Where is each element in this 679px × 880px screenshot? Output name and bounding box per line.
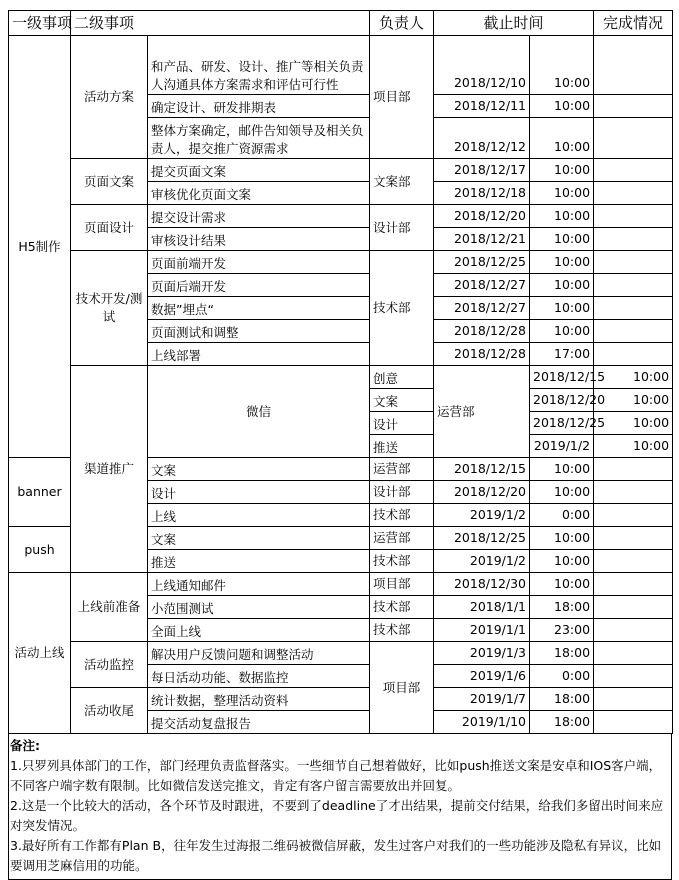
table-row [9,366,673,389]
table-row [9,159,673,182]
time-cell: 10:00 [530,481,594,504]
time-cell: 10:00 [530,458,594,481]
status-cell [594,688,673,711]
status-cell [594,274,673,297]
level2-pre-launch: 上线前准备 [71,573,148,642]
note-item: 3.最好所有工作都有Plan B，往年发生过海报二维码被微信屏蔽，发生过客户对我们的一些功能涉及隐私有异议，比如要调用芝麻信用的功能。 [10,838,662,873]
status-cell [594,550,673,573]
level2-page-design: 页面设计 [71,205,148,251]
table-row [9,688,673,711]
header-level2: 二级事项 [71,11,370,36]
owner-cell: 设计部 [370,481,434,504]
date-cell: 2018/12/20 [434,481,530,504]
date-cell: 2018/12/28 [434,343,530,366]
time-cell: 10:00 [530,297,594,320]
time-cell: 10:00 [530,527,594,550]
level1-h5: H5制作 [9,36,71,458]
task-cell: 和产品、研发、设计、推广等相关负责人沟通具体方案需求和评估可行性 [148,36,370,95]
task-cell: 上线 [148,504,370,527]
table-row [9,205,673,228]
date-cell: 2019/1/2 [434,550,530,573]
notes-title: 备注: [10,738,40,753]
header-row [9,11,673,36]
date-cell: 2018/12/20 [434,205,530,228]
time-cell: 10:00 [594,366,673,389]
owner-cell: 技术部 [370,619,434,642]
date-cell: 2018/12/15 [434,458,530,481]
owner-cell: 技术部 [370,504,434,527]
level2-monitor: 活动监控 [71,642,148,688]
note-item: 2.这是一个比较大的活动，各个环节及时跟进，不要到了deadline了才出结果，提前交付结果，给我们多留出时间来应对突发情况。 [10,798,664,833]
level1-launch: 活动上线 [9,573,71,734]
time-cell: 10:00 [530,251,594,274]
date-cell: 2018/12/18 [434,182,530,205]
time-cell: 10:00 [530,182,594,205]
level1-channel: 渠道推广 [71,366,148,573]
date-cell: 2018/12/28 [434,320,530,343]
task-cell: 确定设计、研发排期表 [148,95,370,118]
status-cell [594,481,673,504]
owner-cell: 运营部 [434,366,530,458]
time-cell: 10:00 [530,320,594,343]
date-cell: 2018/12/17 [434,159,530,182]
date-cell: 2018/12/21 [434,228,530,251]
status-cell [594,527,673,550]
status-cell [594,343,673,366]
task-cell: 提交设计需求 [148,205,370,228]
time-cell: 10:00 [530,573,594,596]
level2-banner: banner [9,458,71,527]
status-cell [594,504,673,527]
time-cell: 0:00 [530,665,594,688]
owner-cell: 技术部 [370,550,434,573]
date-cell: 2018/12/25 [434,251,530,274]
table-row [9,251,673,274]
task-cell: 页面后端开发 [148,274,370,297]
date-cell: 2019/1/2 [530,435,594,458]
task-cell: 整体方案确定，邮件告知领导及相关负责人，提交推广资源需求 [148,118,370,159]
date-cell: 2018/12/11 [434,95,530,118]
time-cell: 10:00 [594,389,673,412]
status-cell [594,320,673,343]
table-row [9,573,673,596]
date-cell: 2018/12/30 [434,573,530,596]
owner-cell: 项目部 [370,36,434,159]
status-cell [594,297,673,320]
time-cell: 10:00 [530,274,594,297]
task-cell: 创意 [370,366,434,389]
level2-tech-dev: 技术开发/测试 [71,251,148,366]
status-cell [594,205,673,228]
task-cell: 设计 [370,412,434,435]
time-cell: 18:00 [530,642,594,665]
status-cell [594,642,673,665]
date-cell: 2019/1/6 [434,665,530,688]
header-level1: 一级事项 [9,11,71,36]
date-cell: 2018/12/25 [530,412,594,435]
date-cell: 2018/12/27 [434,274,530,297]
level2-wechat: 微信 [148,366,370,458]
table-row [9,642,673,665]
level2-activity-plan: 活动方案 [71,36,148,159]
task-cell: 提交活动复盘报告 [148,711,370,734]
status-cell [594,251,673,274]
task-cell: 数据”埋点“ [148,297,370,320]
owner-cell: 项目部 [370,642,434,734]
status-cell [594,36,673,95]
table-row [9,36,673,95]
status-cell [594,458,673,481]
task-cell: 上线部署 [148,343,370,366]
owner-cell: 文案部 [370,159,434,205]
task-cell: 审核优化页面文案 [148,182,370,205]
note-item: 1.只罗列具体部门的工作，部门经理负责监督落实。一些细节自己想着做好，比如push推送文案是安卓和IOS客户端，不同客户端字数有限制。比如微信发送完推文，肯定有客户留言需要放出并回复。 [10,758,662,793]
date-cell: 2018/12/12 [434,118,530,159]
date-cell: 2018/12/10 [434,36,530,95]
level2-wrapup: 活动收尾 [71,688,148,734]
task-cell: 全面上线 [148,619,370,642]
status-cell [594,95,673,118]
status-cell [594,573,673,596]
time-cell: 10:00 [594,412,673,435]
task-cell: 文案 [370,389,434,412]
time-cell: 18:00 [530,688,594,711]
date-cell: 2018/12/25 [434,527,530,550]
time-cell: 10:00 [530,36,594,95]
task-cell: 提交页面文案 [148,159,370,182]
time-cell: 10:00 [530,118,594,159]
date-cell: 2019/1/2 [434,504,530,527]
owner-cell: 技术部 [370,251,434,366]
status-cell [594,228,673,251]
status-cell [594,159,673,182]
date-cell: 2018/12/27 [434,297,530,320]
task-cell: 统计数据，整理活动资料 [148,688,370,711]
schedule-sheet [8,10,672,880]
status-cell [594,118,673,159]
status-cell [594,596,673,619]
time-cell: 17:00 [530,343,594,366]
date-cell: 2018/1/1 [434,596,530,619]
date-cell: 2019/1/3 [434,642,530,665]
status-cell [594,665,673,688]
task-cell: 推送 [370,435,434,458]
time-cell: 10:00 [530,95,594,118]
task-cell: 解决用户反馈问题和调整活动 [148,642,370,665]
time-cell: 23:00 [530,619,594,642]
time-cell: 10:00 [594,435,673,458]
task-cell: 页面测试和调整 [148,320,370,343]
level2-push: push [9,527,71,573]
date-cell: 2019/1/10 [434,711,530,734]
level2-page-copy: 页面文案 [71,159,148,205]
time-cell: 10:00 [530,205,594,228]
task-cell: 页面前端开发 [148,251,370,274]
task-cell: 小范围测试 [148,596,370,619]
owner-cell: 运营部 [370,458,434,481]
status-cell [594,182,673,205]
status-cell [594,619,673,642]
schedule-table [8,10,673,734]
time-cell: 10:00 [530,228,594,251]
task-cell: 文案 [148,458,370,481]
time-cell: 18:00 [530,596,594,619]
status-cell [594,711,673,734]
task-cell: 文案 [148,527,370,550]
date-cell: 2018/12/20 [530,389,594,412]
task-cell: 审核设计结果 [148,228,370,251]
task-cell: 上线通知邮件 [148,573,370,596]
header-deadline: 截止时间 [434,11,594,36]
owner-cell: 设计部 [370,205,434,251]
time-cell: 10:00 [530,550,594,573]
task-cell: 推送 [148,550,370,573]
owner-cell: 技术部 [370,596,434,619]
owner-cell: 运营部 [370,527,434,550]
date-cell: 2019/1/1 [434,619,530,642]
header-status: 完成情况 [594,11,673,36]
task-cell: 设计 [148,481,370,504]
owner-cell: 项目部 [370,573,434,596]
task-cell: 每日活动功能、数据监控 [148,665,370,688]
date-cell: 2018/12/15 [530,366,594,389]
header-owner: 负责人 [370,11,434,36]
time-cell: 0:00 [530,504,594,527]
notes-section [8,734,672,880]
time-cell: 18:00 [530,711,594,734]
date-cell: 2019/1/7 [434,688,530,711]
time-cell: 10:00 [530,159,594,182]
